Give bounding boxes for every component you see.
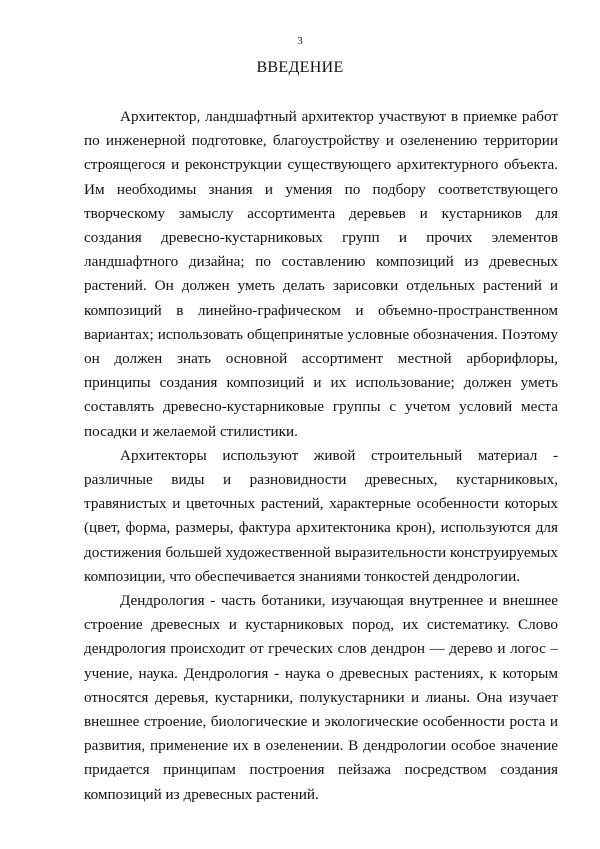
page-title: ВВЕДЕНИЕ	[256, 59, 344, 76]
page-number: 3	[297, 35, 303, 47]
body-text	[84, 105, 558, 807]
paragraph-dendrology-definition: Дендрология - часть ботаники, изучающая внутреннее и внешнее строение древесных и кустарниковых пород, их систематику. Слово дендрология происходит от греческих слов дендрон — дерево и логос – учение, наука. Дендрология - наука о древесных растениях, к которым относятся деревья, кустарники, полукустарники и лианы. Она изучает внешнее строение, биологические и экологические особенности роста и развития, применение их в озеленении. В дендрологии особое значение придается принципам построения пейзажа посредством создания композиций из древесных растений.	[84, 592, 558, 803]
paragraph-living-material: Архитекторы используют живой строительный материал - различные виды и разновидности древесных, кустарниковых, травянистых и цветочных растений, характерные особенности которых (цвет, форма, размеры, фактура архитектоника крон), используются для достижения большей художественной выразительности конструируемых композиции, что обеспечивается знаниями тонкостей дендрологии.	[84, 446, 558, 585]
paragraph-architect-duties: Архитектор, ландшафтный архитектор участвуют в приемке работ по инженерной подготовке, благоустройству и озеленению территории строящегося и реконструкции существующего архитектурного объекта. Им необходимы знания и умения по подбору соответствующего творческому замыслу ассортимента деревьев и кустарников для создания древесно-кустарниковых групп и прочих элементов ландшафтного дизайна; по составлению композиций из древесных растений. Он должен уметь делать зарисовки отдельных растений и композиций в линейно-графическом и объемно-пространственном вариантах; использовать общепринятые условные обозначения. Поэтому он должен знать основной ассортимент местной арборифлоры, принципы создания композиций и их использование; должен уметь составлять древесно-кустарниковые группы с учетом условий места посадки и желаемой стилистики.	[84, 108, 558, 440]
